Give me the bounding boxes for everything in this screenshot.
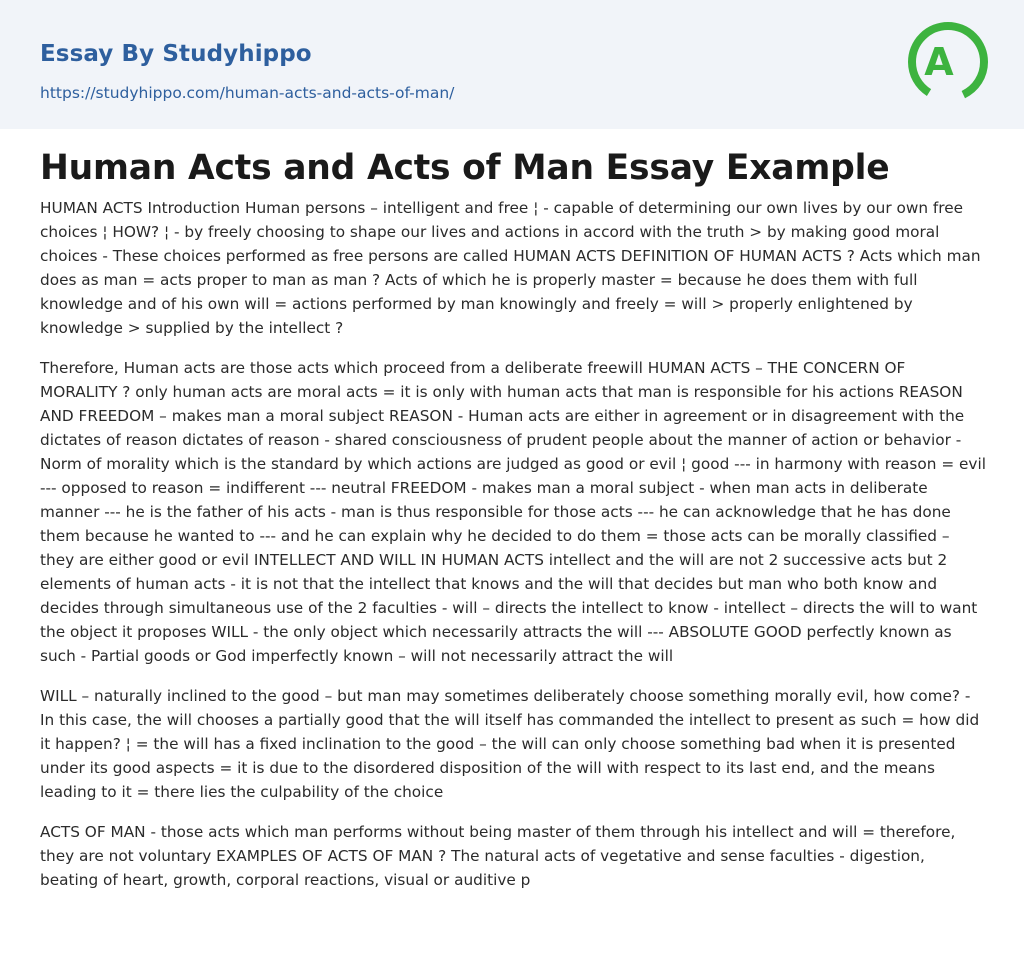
article-title: Human Acts and Acts of Man Essay Example [40,148,890,188]
page-url-link[interactable]: https://studyhippo.com/human-acts-and-acts-of-man/ [40,84,455,102]
article-paragraph-2: Therefore, Human acts are those acts which proceed from a deliberate freewill HUMAN ACTS – THE CONCERN OF MORALITY ? only human acts are moral acts = it is only with human acts that man is responsible for his actions REASON AND FREEDOM – makes man a moral subject REASON - Human acts are either in agreement or in disagreement with the dictates of reason dictates of reason - shared consciousness of prudent people about the manner of action or behavior - Norm of morality which is the standard by which actions are judged as good or evil ¦ good --- in harmony with reason = evil --- opposed to reason = indifferent --- neutral FREEDOM - makes man a moral subject - when man acts in deliberate manner --- he is the father of his acts - man is thus responsible for those acts --- he can acknowledge that he has done them because he wanted to --- and he can explain why he decided to do them = those acts can be morally classified – they are either good or evil INTELLECT AND WILL IN HUMAN ACTS intellect and the will are not 2 successive acts but 2 elements of human acts - it is not that the intellect that knows and the will that decides but man who both know and decides through simultaneous use of the 2 faculties - will – directs the intellect to know - intellect – directs the will to want the object it proposes WILL - the only object which necessarily attracts the will --- ABSOLUTE GOOD perfectly known as such - Partial goods or God imperfectly known – will not necessarily attract the will [40,359,986,665]
studyhippo-logo-icon[interactable] [908,18,988,106]
article-paragraph-1: HUMAN ACTS Introduction Human persons – intelligent and free ¦ - capable of determining our own lives by our own free choices ¦ HOW? ¦ - by freely choosing to shape our lives and actions in accord with the truth > by making good moral choices - These choices performed as free persons are called HUMAN ACTS DEFINITION OF HUMAN ACTS ? Acts which man does as man = acts proper to man as man ? Acts of which he is properly master = because he does them with full knowledge and of his own will = actions performed by man knowingly and freely = will > properly enlightened by knowledge > supplied by the intellect ? [40,199,981,337]
brand-title[interactable]: Essay By Studyhippo [40,41,312,67]
article-paragraph-3: WILL – naturally inclined to the good – but man may sometimes deliberately choose something morally evil, how come? - In this case, the will chooses a partially good that the will itself has commanded the intellect to present as such = how did it happen? ¦ = the will has a fixed inclination to the good – the will can only choose something bad when it is presented under its good aspects = it is due to the disordered disposition of the will with respect to its last end, and the means leading to it = there lies the culpability of the choice [40,687,980,801]
article [40,140,986,908]
site-header [0,0,1024,129]
logo-letter: A [924,40,954,84]
article-paragraph-4: ACTS OF MAN - those acts which man performs without being master of them through his intellect and will = therefore, they are not voluntary EXAMPLES OF ACTS OF MAN ? The natural acts of vegetative and sense faculties - digestion, beating of heart, growth, corporal reactions, visual or auditive p [40,823,956,889]
